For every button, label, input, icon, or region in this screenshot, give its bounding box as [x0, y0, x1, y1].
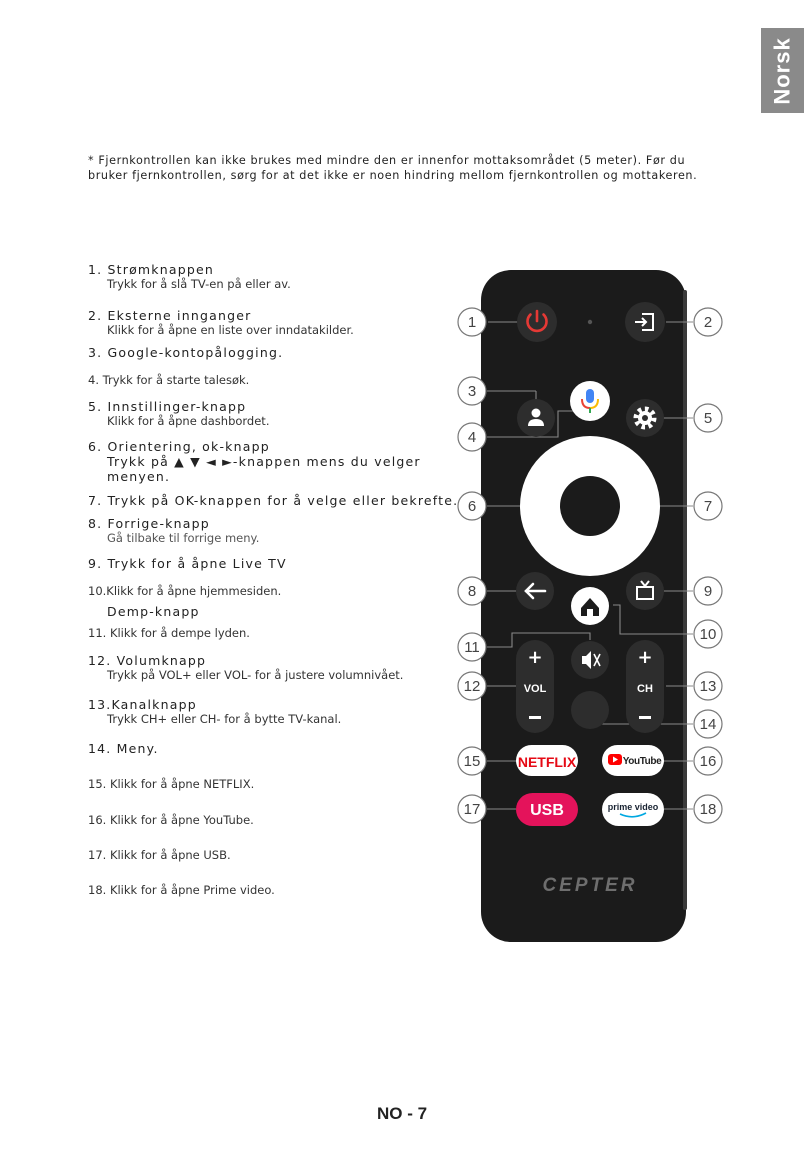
volume-label: VOL: [523, 683, 547, 695]
list-item: 13.Kanalknapp Trykk CH+ eller CH- for å bytte TV-kanal.: [88, 697, 342, 726]
ir-sensor: [588, 320, 592, 324]
list-item: 2. Eksterne innganger Klikk for å åpne en liste over inndatakilder.: [88, 308, 354, 337]
svg-text:12: 12: [463, 678, 481, 695]
svg-text:9: 9: [703, 583, 713, 600]
callout-8: [458, 577, 486, 605]
svg-text:6: 6: [467, 498, 477, 515]
usb-button[interactable]: [516, 793, 578, 826]
prime-video-logo: prime video: [607, 802, 659, 812]
callout-14: [694, 710, 722, 738]
prime-video-button[interactable]: [602, 793, 664, 826]
youtube-logo: YouTube: [622, 756, 662, 767]
remote-edge: [683, 290, 687, 910]
callout-11: [458, 633, 486, 661]
callout-13: [694, 672, 722, 700]
list-item: 8. Forrige-knapp Gå tilbake til forrige meny.: [88, 516, 260, 545]
callout-12: [458, 672, 486, 700]
list-item: 15. Klikk for å åpne NETFLIX.: [88, 777, 255, 791]
voice-search-button[interactable]: [570, 381, 610, 421]
callout-6: [458, 492, 486, 520]
usage-note: * Fjernkontrollen kan ikke brukes med mindre den er innenfor mottaksområdet (5 meter). Før du bruker fjernkontrollen, sørg for at det ikke er noen hindring mellom fjernkontrollen og mottakeren.: [88, 154, 698, 182]
page-number: NO - 7: [376, 1104, 428, 1123]
channel-up-label: +: [637, 647, 653, 668]
list-item: 17. Klikk for å åpne USB.: [88, 848, 231, 862]
list-item: 10.Klikk for å åpne hjemmesiden.: [88, 584, 282, 598]
svg-text:13: 13: [699, 678, 717, 695]
list-item: Demp-knapp: [107, 604, 200, 619]
svg-text:15: 15: [463, 753, 481, 770]
callout-7: [694, 492, 722, 520]
ok-button[interactable]: [560, 476, 620, 536]
list-item: 7. Trykk på OK-knappen for å velge eller bekrefte.: [88, 493, 459, 508]
gear-icon: [636, 409, 654, 427]
svg-text:1: 1: [467, 314, 477, 331]
svg-text:7: 7: [703, 498, 713, 515]
callout-18: [694, 795, 722, 823]
svg-text:16: 16: [699, 753, 717, 770]
person-icon: [532, 409, 541, 418]
svg-text:10: 10: [699, 626, 717, 643]
list-item: 6. Orientering, ok-knapp Trykk på ▲ ▼ ◄ ►-knappen mens du velger menyen.: [88, 439, 421, 484]
youtube-button[interactable]: [602, 745, 664, 776]
callout-9: [694, 577, 722, 605]
svg-text:18: 18: [699, 801, 717, 818]
list-item: 18. Klikk for å åpne Prime video.: [88, 883, 275, 897]
callout-10: [694, 620, 722, 648]
netflix-button[interactable]: [516, 745, 578, 776]
home-button[interactable]: [571, 587, 609, 625]
list-item: 4. Trykk for å starte talesøk.: [88, 373, 250, 387]
channel-down-icon: [639, 716, 651, 719]
svg-text:5: 5: [703, 410, 713, 427]
usb-label: USB: [530, 802, 564, 819]
svg-text:3: 3: [467, 383, 477, 400]
channel-rocker[interactable]: [626, 640, 664, 733]
callout-4: [458, 423, 486, 451]
account-button[interactable]: [517, 399, 555, 437]
power-button[interactable]: [517, 302, 557, 342]
svg-text:8: 8: [467, 583, 477, 600]
callout-15: [458, 747, 486, 775]
svg-text:17: 17: [463, 801, 481, 818]
netflix-logo: NETFLIX: [517, 754, 577, 770]
back-button[interactable]: [516, 572, 554, 610]
list-item: 9. Trykk for å åpne Live TV: [88, 556, 287, 571]
list-item: 5. Innstillinger-knapp Klikk for å åpne dashbordet.: [88, 399, 270, 428]
channel-label: CH: [637, 683, 653, 695]
callout-1: [458, 308, 486, 336]
callout-3: [458, 377, 486, 405]
svg-text:4: 4: [467, 429, 477, 446]
list-item: 3. Google-kontopålogging.: [88, 345, 284, 360]
list-item: 12. Volumknapp Trykk på VOL+ eller VOL- for å justere volumnivået.: [88, 653, 404, 682]
settings-button[interactable]: [626, 399, 664, 437]
volume-down-icon: [529, 716, 541, 719]
live-tv-button[interactable]: [626, 572, 664, 610]
list-item: 16. Klikk for å åpne YouTube.: [88, 813, 254, 827]
list-item: 14. Meny.: [88, 741, 159, 756]
volume-rocker[interactable]: [516, 640, 554, 733]
list-item: 1. Strømknappen Trykk for å slå TV-en på eller av.: [88, 262, 291, 291]
brand-logo: CEPTER: [542, 875, 638, 896]
mute-button[interactable]: [571, 641, 609, 679]
input-button[interactable]: [625, 302, 665, 342]
svg-text:2: 2: [703, 314, 713, 331]
callout-5: [694, 404, 722, 432]
svg-text:11: 11: [464, 639, 480, 656]
list-item: 11. Klikk for å dempe lyden.: [88, 626, 250, 640]
language-tab-label: Norsk: [769, 36, 795, 105]
svg-text:14: 14: [699, 716, 717, 733]
callout-2: [694, 308, 722, 336]
volume-up-label: +: [527, 647, 543, 668]
callout-17: [458, 795, 486, 823]
menu-button[interactable]: [571, 691, 609, 729]
callout-16: [694, 747, 722, 775]
